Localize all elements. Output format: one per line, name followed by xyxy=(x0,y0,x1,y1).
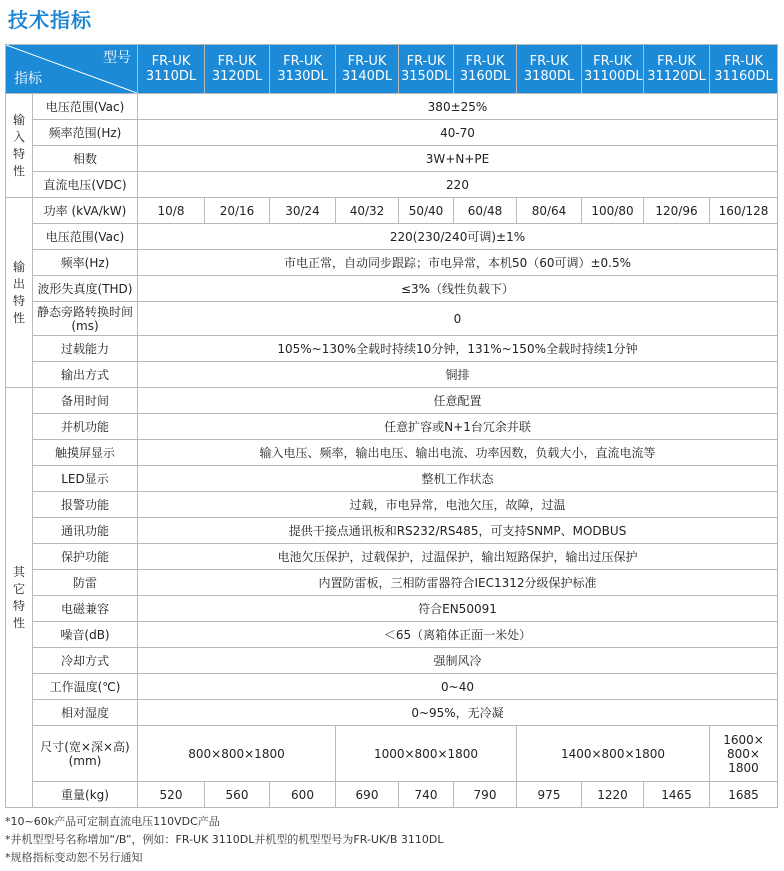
row-label: 并机功能 xyxy=(33,414,138,440)
weight-cell: 520 xyxy=(138,782,205,808)
page-title: 技术指标 xyxy=(8,8,92,32)
row-value: ＜65（离箱体正面一米处） xyxy=(138,622,778,648)
row-label: 相对湿度 xyxy=(33,700,138,726)
row-value: 105%~130%全载时持续10分钟，131%~150%全载时持续1分钟 xyxy=(138,336,778,362)
row-value: 220 xyxy=(138,172,778,198)
weight-cell: 690 xyxy=(336,782,399,808)
table-row xyxy=(6,492,778,518)
table-row xyxy=(6,198,778,224)
weight-cell: 790 xyxy=(454,782,517,808)
model-header: FR-UK 3120DL xyxy=(205,45,270,94)
row-value: 输入电压、频率，输出电压、输出电流、功率因数，负载大小，直流电流等 xyxy=(138,440,778,466)
power-cell: 160/128 xyxy=(710,198,778,224)
model-header: FR-UK 31160DL xyxy=(710,45,778,94)
model-header: FR-UK 3130DL xyxy=(270,45,336,94)
table-row xyxy=(6,146,778,172)
row-label: 电压范围(Vac) xyxy=(33,94,138,120)
row-label: 工作温度(℃) xyxy=(33,674,138,700)
row-label: 波形失真度(THD) xyxy=(33,276,138,302)
weight-cell: 600 xyxy=(270,782,336,808)
row-value: 铜排 xyxy=(138,362,778,388)
weight-cell: 740 xyxy=(399,782,454,808)
dimension-cell: 1000×800×1800 xyxy=(336,726,517,782)
table-row xyxy=(6,120,778,146)
table-row xyxy=(6,622,778,648)
row-value: 内置防雷板，三相防雷器符合IEC1312分级保护标准 xyxy=(138,570,778,596)
table-row xyxy=(6,224,778,250)
row-label: 相数 xyxy=(33,146,138,172)
weight-cell: 975 xyxy=(517,782,582,808)
dimension-cell: 1600× 800× 1800 xyxy=(710,726,778,782)
dimension-cell: 800×800×1800 xyxy=(138,726,336,782)
table-row xyxy=(6,570,778,596)
row-label: 电压范围(Vac) xyxy=(33,224,138,250)
table-row xyxy=(6,276,778,302)
group-label-output: 输 出 特 性 xyxy=(6,198,33,388)
row-value: 0~95%，无冷凝 xyxy=(138,700,778,726)
row-value: 3W+N+PE xyxy=(138,146,778,172)
row-label: 频率(Hz) xyxy=(33,250,138,276)
row-value: 电池欠压保护，过载保护，过温保护，输出短路保护，输出过压保护 xyxy=(138,544,778,570)
group-label-input: 输 入 特 性 xyxy=(6,94,33,198)
footnote: *并机型型号名称增加“/B”，例如：FR-UK 3110DL并机型的机型型号为FR-UK/B 3110DL xyxy=(5,833,444,846)
row-value: 符合EN50091 xyxy=(138,596,778,622)
model-header: FR-UK 3180DL xyxy=(517,45,582,94)
row-label: 重量(kg) xyxy=(33,782,138,808)
dimension-cell: 1400×800×1800 xyxy=(517,726,710,782)
table-row xyxy=(6,726,778,782)
row-value: 0~40 xyxy=(138,674,778,700)
table-row xyxy=(6,440,778,466)
power-cell: 40/32 xyxy=(336,198,399,224)
row-label: 输出方式 xyxy=(33,362,138,388)
model-header: FR-UK 3160DL xyxy=(454,45,517,94)
table-row xyxy=(6,336,778,362)
table-row xyxy=(6,700,778,726)
model-header: FR-UK 31100DL xyxy=(582,45,644,94)
row-value: 市电正常，自动同步跟踪；市电异常，本机50（60可调）±0.5% xyxy=(138,250,778,276)
table-row xyxy=(6,648,778,674)
row-value: 220(230/240可调)±1% xyxy=(138,224,778,250)
row-label: 尺寸(宽×深×高) (mm) xyxy=(33,726,138,782)
weight-cell: 560 xyxy=(205,782,270,808)
model-header: FR-UK 3150DL xyxy=(399,45,454,94)
row-value: 任意扩容或N+1台冗余并联 xyxy=(138,414,778,440)
row-value: 过载，市电异常，电池欠压，故障，过温 xyxy=(138,492,778,518)
model-header: FR-UK 3140DL xyxy=(336,45,399,94)
row-label: 静态旁路转换时间 (ms) xyxy=(33,302,138,336)
footnote: *规格指标变动恕不另行通知 xyxy=(5,851,143,864)
power-cell: 80/64 xyxy=(517,198,582,224)
corner-spec-label: 指标 xyxy=(14,71,42,87)
model-header: FR-UK 3110DL xyxy=(138,45,205,94)
header-row xyxy=(6,45,778,94)
table-row xyxy=(6,94,778,120)
table-row xyxy=(6,782,778,808)
power-cell: 20/16 xyxy=(205,198,270,224)
row-value: 0 xyxy=(138,302,778,336)
table-row xyxy=(6,414,778,440)
weight-cell: 1220 xyxy=(582,782,644,808)
row-value: 40-70 xyxy=(138,120,778,146)
table-row xyxy=(6,544,778,570)
row-value: 整机工作状态 xyxy=(138,466,778,492)
power-cell: 120/96 xyxy=(644,198,710,224)
row-label: 备用时间 xyxy=(33,388,138,414)
power-cell: 30/24 xyxy=(270,198,336,224)
footnotes xyxy=(5,813,444,867)
corner-model-label: 型号 xyxy=(103,50,131,66)
row-value: 强制风冷 xyxy=(138,648,778,674)
row-value: 380±25% xyxy=(138,94,778,120)
table-row xyxy=(6,172,778,198)
spec-table xyxy=(5,44,778,808)
power-cell: 50/40 xyxy=(399,198,454,224)
row-value: ≤3%（线性负载下） xyxy=(138,276,778,302)
power-cell: 60/48 xyxy=(454,198,517,224)
row-label: 功率 (kVA/kW) xyxy=(33,198,138,224)
header-corner xyxy=(6,45,138,94)
table-row xyxy=(6,362,778,388)
table-row xyxy=(6,466,778,492)
row-label: 直流电压(VDC) xyxy=(33,172,138,198)
row-label: 频率范围(Hz) xyxy=(33,120,138,146)
row-label: 电磁兼容 xyxy=(33,596,138,622)
weight-cell: 1685 xyxy=(710,782,778,808)
footnote: *10~60k产品可定制直流电压110VDC产品 xyxy=(5,815,220,828)
row-label: 过载能力 xyxy=(33,336,138,362)
power-cell: 10/8 xyxy=(138,198,205,224)
row-label: LED显示 xyxy=(33,466,138,492)
table-row xyxy=(6,388,778,414)
model-header: FR-UK 31120DL xyxy=(644,45,710,94)
table-row xyxy=(6,596,778,622)
row-label: 报警功能 xyxy=(33,492,138,518)
table-row xyxy=(6,518,778,544)
row-label: 通讯功能 xyxy=(33,518,138,544)
power-cell: 100/80 xyxy=(582,198,644,224)
group-label-other: 其 它 特 性 xyxy=(6,388,33,808)
row-value: 提供干接点通讯板和RS232/RS485，可支持SNMP、MODBUS xyxy=(138,518,778,544)
weight-cell: 1465 xyxy=(644,782,710,808)
row-label: 冷却方式 xyxy=(33,648,138,674)
table-row xyxy=(6,302,778,336)
row-label: 防雷 xyxy=(33,570,138,596)
table-row xyxy=(6,674,778,700)
row-label: 噪音(dB) xyxy=(33,622,138,648)
row-value: 任意配置 xyxy=(138,388,778,414)
row-label: 触摸屏显示 xyxy=(33,440,138,466)
table-row xyxy=(6,250,778,276)
row-label: 保护功能 xyxy=(33,544,138,570)
